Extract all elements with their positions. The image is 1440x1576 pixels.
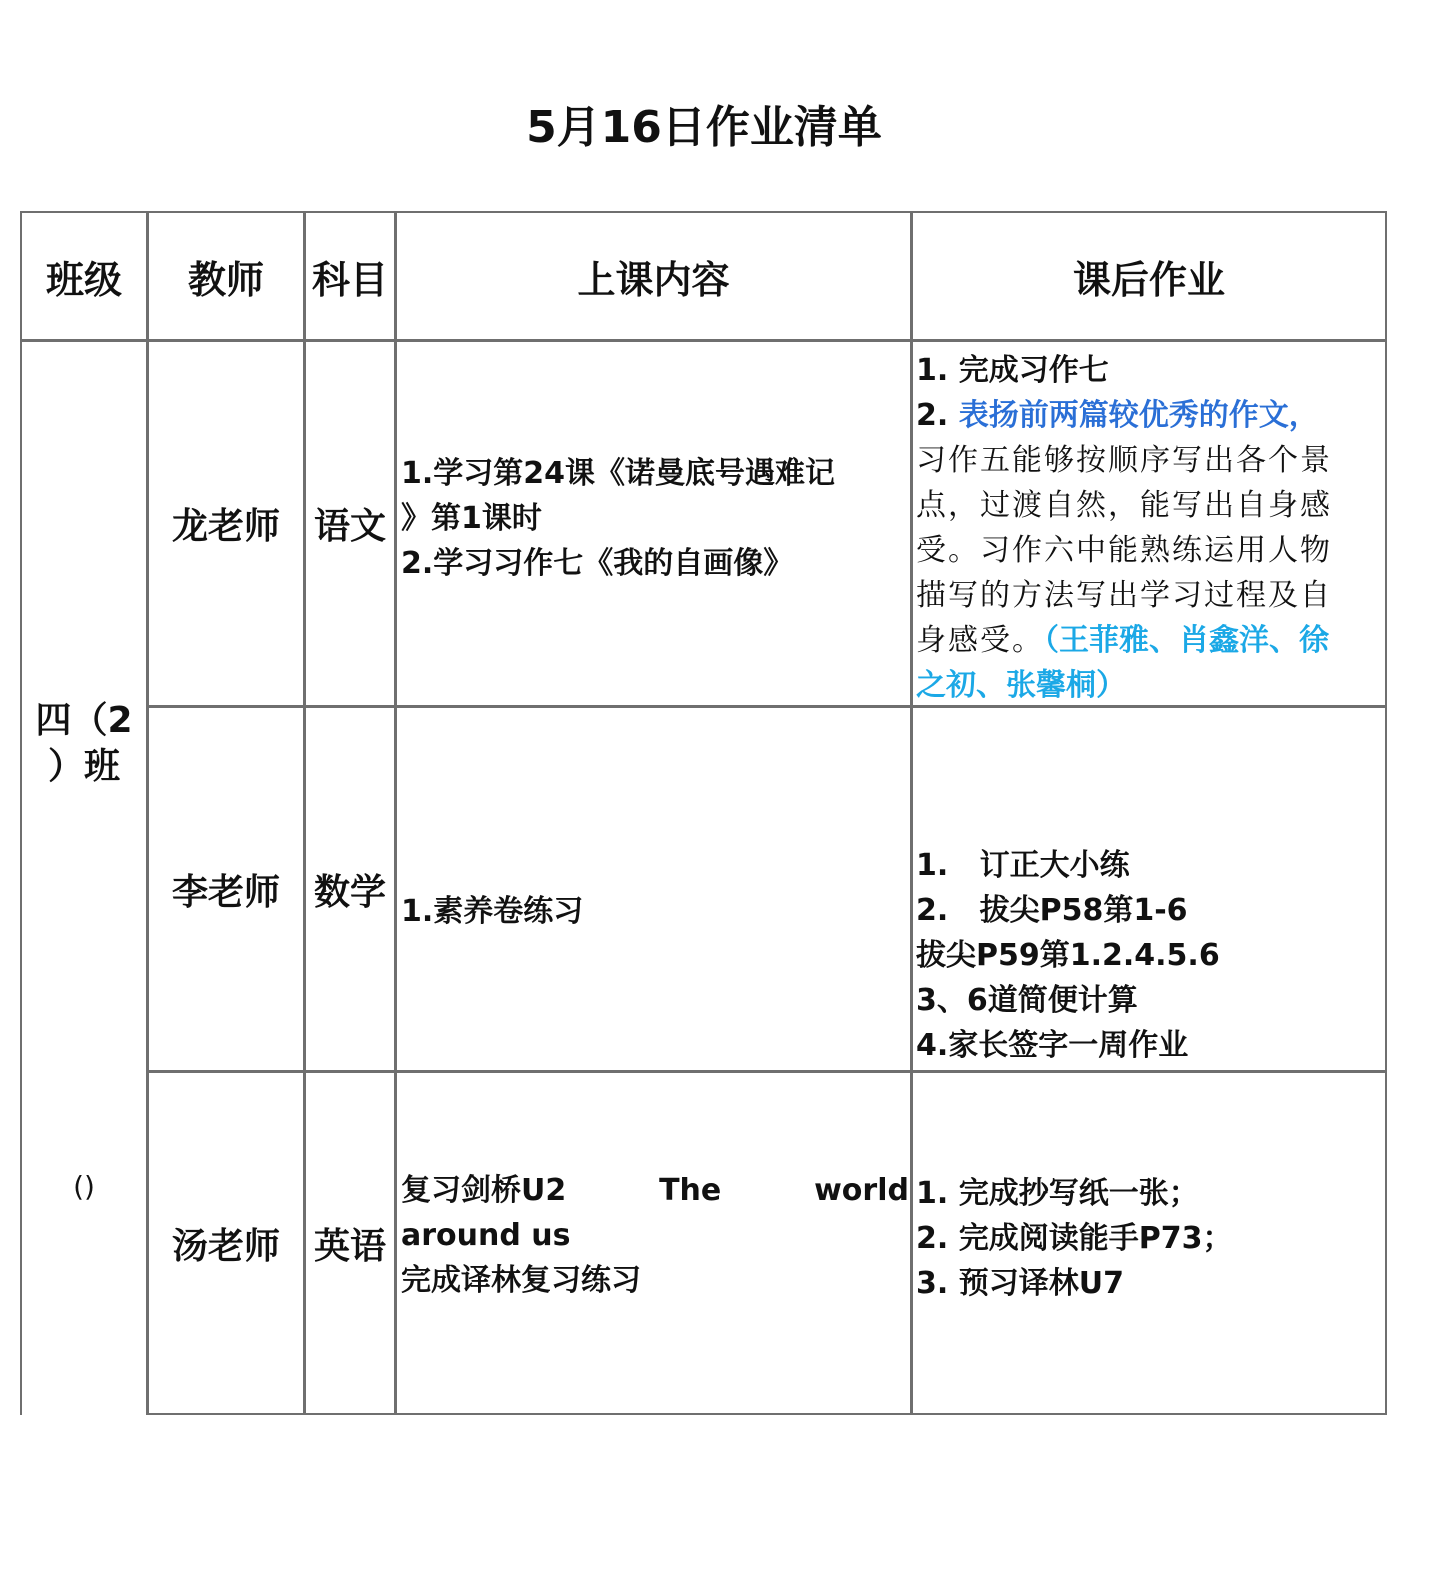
table-bottom-border [147, 1413, 1387, 1415]
subject-english: 英语 [313, 1225, 386, 1267]
homework-line: 2. 完成阅读能手P73； [916, 1220, 1233, 1256]
class-name [22, 689, 146, 799]
lesson-line: 1.素养卷练习 [401, 893, 584, 929]
homework-line: 习作五能够按顺序写出各个景 [916, 443, 1332, 478]
homework-line: 拔尖P59第1.2.4.5.6 [916, 938, 1220, 973]
lesson-math [397, 708, 910, 1070]
homework-item-number: 2. [916, 398, 959, 433]
lesson-line: 》第1课时 [401, 501, 542, 536]
homework-chinese [913, 342, 1385, 705]
homework-line: 1. 订正大小练 [916, 848, 1130, 883]
homework-line: 描写的方法写出学习过程及自 [916, 578, 1332, 613]
teacher-long: 龙老师 [171, 506, 280, 547]
homework-line: 3、6道简便计算 [916, 983, 1138, 1018]
teacher-tang: 汤老师 [171, 1225, 280, 1267]
header-teacher: 教师 [187, 257, 264, 302]
homework-line: 4.家长签字一周作业 [916, 1028, 1189, 1063]
header-homework: 课后作业 [1072, 257, 1225, 302]
homework-line: 2. 拔尖P58第1-6 [916, 893, 1188, 928]
lesson-line: around us [401, 1217, 571, 1253]
header-lesson: 上课内容 [577, 257, 730, 302]
homework-line: 受。习作六中能熟练运用人物 [916, 533, 1332, 568]
lesson-chinese [397, 342, 910, 705]
header-subject: 科目 [311, 257, 388, 302]
lesson-word: The [659, 1172, 722, 1208]
subject-chinese: 语文 [313, 506, 386, 547]
lesson-word: 复习剑桥U2 [401, 1172, 567, 1208]
homework-line [916, 618, 1383, 663]
homework-line [916, 393, 1383, 438]
homework-english [913, 1073, 1385, 1413]
homework-highlight: 表扬前两篇较优秀的作文， [958, 398, 1319, 433]
lesson-line: 完成译林复习练习 [401, 1262, 641, 1298]
empty-parentheses: () [73, 1169, 95, 1203]
teacher-li: 李老师 [171, 871, 280, 913]
class-name-line2: ）班 [47, 746, 120, 787]
right-border [1385, 211, 1387, 1415]
lesson-word: world [814, 1172, 909, 1208]
homework-table [20, 211, 1387, 1415]
lesson-line [401, 1168, 909, 1213]
lesson-line: 1.学习第24课《诺曼底号遇难记 [401, 456, 836, 491]
subject-math: 数学 [313, 871, 386, 913]
homework-line: 3. 预习译林U7 [916, 1265, 1124, 1301]
homework-line: 1. 完成习作七 [916, 353, 1109, 388]
page-title: 5月16日作业清单 [526, 102, 882, 153]
homework-text: 身感受。 [916, 623, 1044, 658]
homework-line: 点，过渡自然，能写出自身感 [916, 488, 1332, 523]
lesson-line: 2.学习习作七《我的自画像》 [401, 546, 794, 581]
homework-math [913, 708, 1385, 1070]
student-names: （王菲雅、肖鑫洋、徐 [1044, 623, 1329, 658]
student-names: 之初、张馨桐） [916, 668, 1126, 703]
header-class: 班级 [45, 257, 122, 302]
lesson-english [397, 1073, 910, 1413]
homework-line: 1. 完成抄写纸一张； [916, 1175, 1199, 1211]
left-border [20, 211, 22, 1415]
class-name-line1: 四（2 [35, 700, 133, 741]
